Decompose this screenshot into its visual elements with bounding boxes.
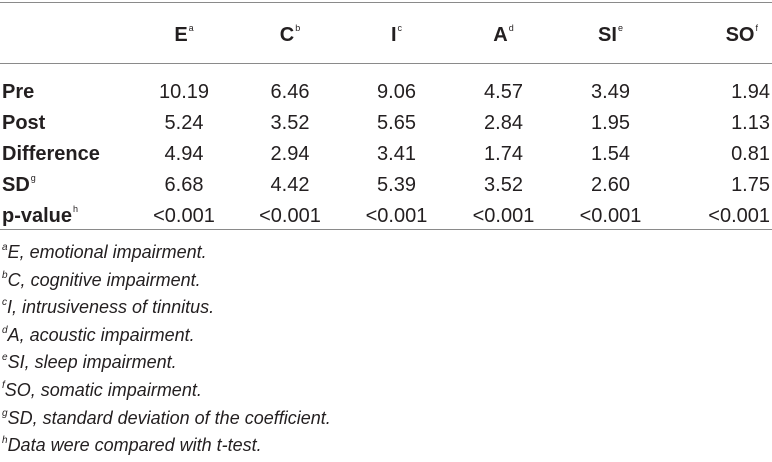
footnote-marker: h	[2, 435, 8, 447]
table-row-sd	[0, 170, 772, 201]
footnote-marker: c	[2, 297, 7, 309]
footnote-text: SI, sleep impairment.	[7, 352, 177, 373]
footnote-marker: a	[2, 242, 8, 253]
cell-value: 9.06	[377, 81, 416, 103]
footnote-marker: e	[2, 352, 8, 364]
footnote-marker: e	[617, 23, 623, 33]
footnote	[2, 267, 331, 295]
row-label: Post	[2, 112, 46, 134]
cell-value: <0.001	[365, 205, 428, 227]
cell-value: <0.001	[472, 205, 535, 227]
cell-value: 1.95	[591, 112, 630, 134]
footnote	[2, 349, 331, 377]
footnote-text: I, intrusiveness of tinnitus.	[7, 297, 215, 318]
cell-value: 0.81	[731, 143, 770, 165]
cell-value: <0.001	[259, 205, 321, 227]
cell-value: 2.84	[484, 112, 523, 134]
cell-value: 5.39	[377, 174, 416, 196]
cell-value: 3.52	[484, 174, 523, 196]
cell-value: 6.68	[164, 174, 204, 196]
header-corner	[0, 0, 131, 67]
column-header-a: A$^d$	[493, 23, 514, 46]
footnote-marker: g	[2, 407, 8, 419]
row-label: Pre	[2, 81, 35, 103]
column-header-c: C$^b$	[279, 23, 301, 46]
footnote-text: C, cognitive impairment.	[7, 269, 201, 290]
cell-value: <0.001	[153, 205, 215, 227]
table-row-post	[0, 108, 772, 139]
footnote-text: Data were compared with t-test.	[7, 435, 262, 456]
footnote-marker: a	[188, 23, 194, 33]
column-header-si: SI$^e$	[598, 23, 623, 46]
cell-value: 1.74	[484, 143, 523, 165]
cell-value: 3.52	[270, 112, 310, 134]
row-label: SD$^g$	[2, 173, 36, 196]
table-row-pre	[0, 67, 772, 108]
footnote-marker: d	[508, 23, 514, 33]
cell-value: 5.24	[164, 112, 204, 134]
cell-value: 1.75	[731, 174, 770, 196]
cell-value: 4.94	[164, 143, 204, 165]
cell-value: 4.42	[270, 174, 310, 196]
footnote	[2, 377, 331, 405]
footnote-marker: f	[2, 379, 5, 391]
row-label: Difference	[2, 143, 100, 165]
footnote-text: A, acoustic impairment.	[7, 324, 195, 345]
footnote	[2, 322, 331, 350]
footnote-marker: c	[397, 23, 403, 33]
footnote-marker: h	[73, 204, 79, 214]
footnote-marker: d	[2, 324, 8, 336]
cell-value: 1.94	[731, 81, 770, 103]
cell-value: 1.54	[591, 143, 630, 165]
cell-value: 2.94	[270, 143, 310, 165]
table-footnotes	[2, 239, 331, 460]
column-header-e: E$^a$	[174, 23, 194, 46]
footnote	[2, 432, 331, 460]
header-row	[0, 0, 772, 67]
footnote-text: SD, standard deviation of the coefficient.	[7, 407, 331, 428]
footnote-marker: f	[755, 23, 758, 33]
cell-value: 3.49	[591, 81, 630, 103]
column-header-i: I$^c$	[390, 23, 403, 46]
column-header-so: SO$^f$	[725, 23, 758, 46]
footnote-marker: b	[2, 269, 8, 281]
table-row-p-value	[0, 201, 772, 232]
cell-value: 4.57	[484, 81, 523, 103]
cell-value: 10.19	[158, 81, 210, 103]
cell-value: 3.41	[377, 143, 416, 165]
footnote-marker: b	[295, 23, 301, 33]
footnote	[2, 405, 331, 433]
footnote-marker: g	[30, 173, 36, 183]
table-row-difference	[0, 139, 772, 170]
cell-value: 2.60	[591, 174, 630, 196]
footnote-text: E, emotional impairment.	[7, 242, 207, 262]
cell-value: 6.46	[270, 81, 310, 103]
cell-value: <0.001	[708, 205, 770, 227]
footnote-text: SO, somatic impairment.	[4, 379, 202, 400]
footnote	[2, 239, 331, 267]
footnote	[2, 294, 331, 322]
cell-value: 1.13	[731, 112, 770, 134]
cell-value: 5.65	[377, 112, 416, 134]
cell-value: <0.001	[579, 205, 642, 227]
row-label: p-value$^h$	[2, 204, 79, 227]
